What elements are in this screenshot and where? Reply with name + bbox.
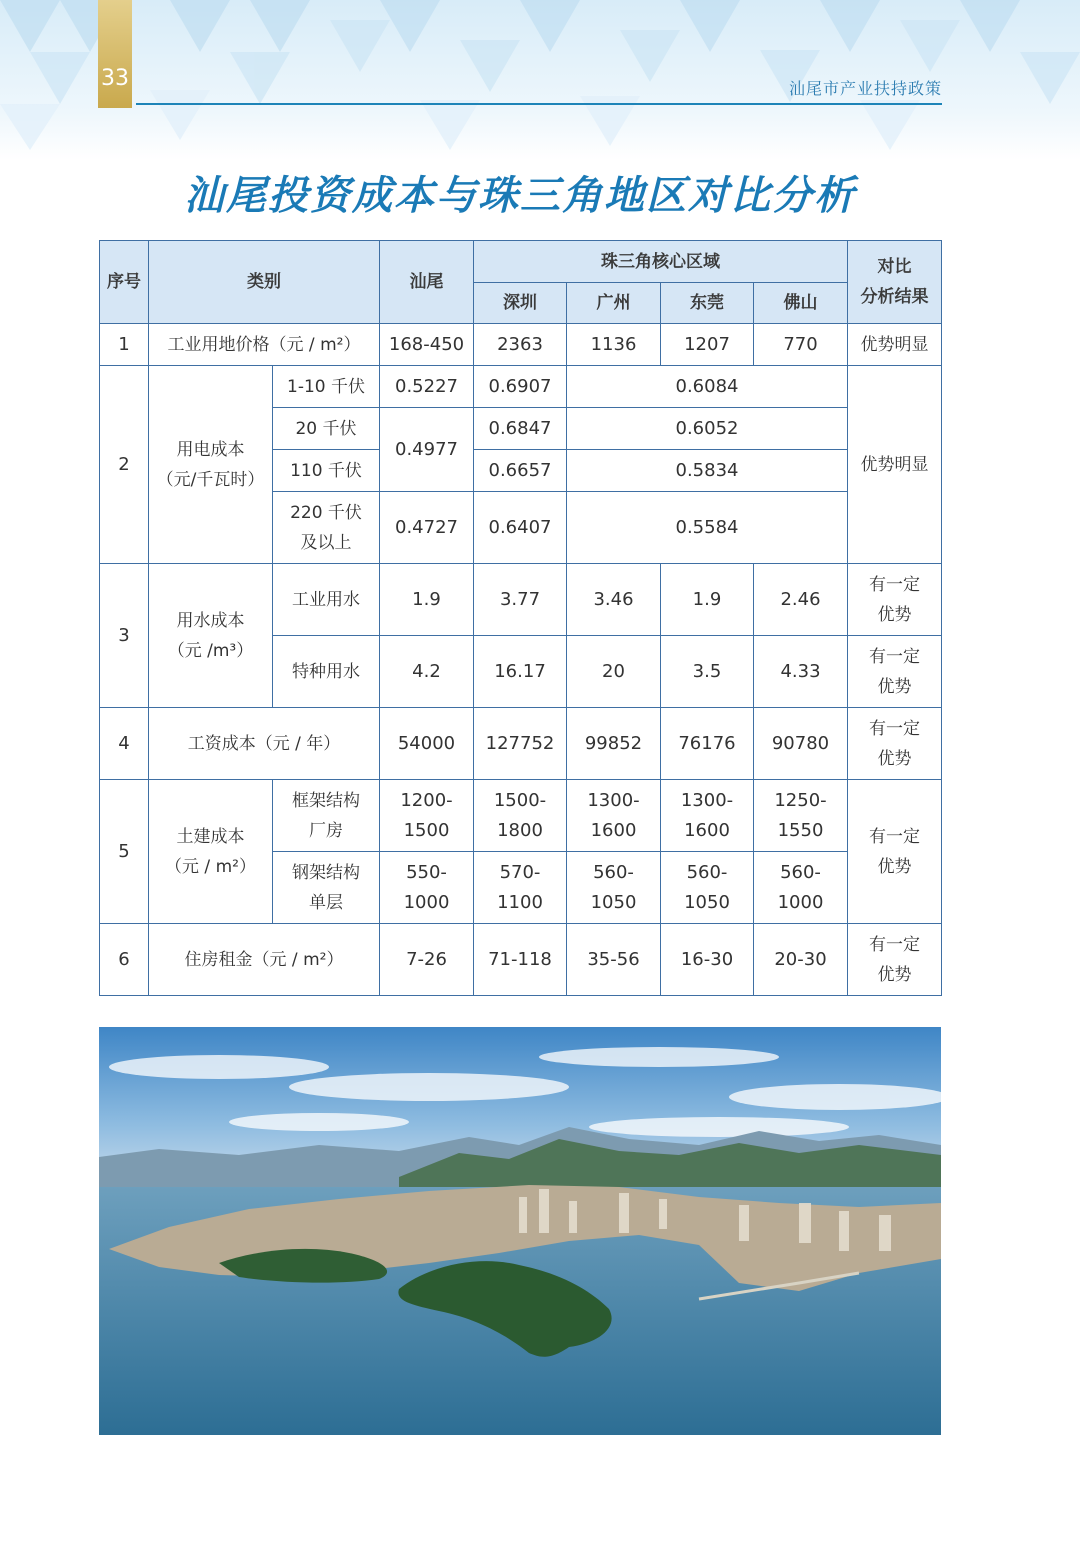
- sub-label-line1: 框架结构: [292, 790, 360, 811]
- cell-dongguan: [661, 852, 754, 924]
- cell-shanwei: 1.9: [380, 564, 474, 636]
- cell-guangzhou: 1136: [567, 324, 661, 366]
- table-row: [100, 324, 942, 366]
- value-line2: 1500: [403, 819, 450, 841]
- row-category-line2: （元/千瓦时）: [156, 469, 265, 490]
- cell-shanwei: 54000: [380, 708, 474, 780]
- cell-dongguan: 3.5: [661, 636, 754, 708]
- sub-label: [273, 780, 380, 852]
- table-row: [100, 780, 942, 852]
- cell-result: [848, 564, 942, 636]
- cell-shenzhen: 2363: [474, 324, 567, 366]
- value-line2: 1600: [590, 819, 637, 841]
- header-shenzhen: 深圳: [474, 283, 567, 324]
- section-label: 汕尾市产业扶持政策: [788, 79, 942, 98]
- table-row: [100, 366, 942, 408]
- cell-foshan: [754, 852, 848, 924]
- value-line1: 1250-: [774, 789, 827, 811]
- row-number: 2: [100, 366, 149, 564]
- cell-shenzhen: 0.6907: [474, 366, 567, 408]
- value-line1: 550-: [406, 861, 447, 883]
- row-category-line1: 用水成本: [176, 610, 245, 631]
- result-line2: 优势: [877, 856, 912, 877]
- cell-foshan: 20-30: [754, 924, 848, 996]
- table-row: [100, 924, 942, 996]
- cell-shenzhen: [474, 780, 567, 852]
- row-category: [149, 780, 273, 924]
- header-shanwei: 汕尾: [380, 241, 474, 324]
- sub-label: 20 千伏: [273, 408, 380, 450]
- sub-label-line2: 厂房: [309, 820, 343, 841]
- header-prd-group: 珠三角核心区域: [474, 241, 848, 283]
- result-line2: 优势: [877, 748, 912, 769]
- cell-foshan: 90780: [754, 708, 848, 780]
- row-category: 工资成本（元 / 年）: [149, 708, 380, 780]
- cell-shanwei: 168-450: [380, 324, 474, 366]
- cell-shanwei: 0.5227: [380, 366, 474, 408]
- header-result-line1: 对比: [877, 257, 912, 277]
- cell-shenzhen: 3.77: [474, 564, 567, 636]
- row-category-line1: 土建成本: [176, 826, 245, 847]
- cell-shanwei: 7-26: [380, 924, 474, 996]
- row-category: [149, 564, 273, 708]
- cell-dongguan: 16-30: [661, 924, 754, 996]
- result-line2: 优势: [877, 676, 912, 697]
- value-line1: 560-: [593, 861, 634, 883]
- header-result: [848, 241, 942, 324]
- cell-guangzhou: [567, 780, 661, 852]
- header-foshan: 佛山: [754, 283, 848, 324]
- sub-label: 工业用水: [273, 564, 380, 636]
- result-line1: 有一定: [869, 718, 920, 739]
- cell-others: 0.5584: [567, 492, 848, 564]
- value-line1: 1500-: [493, 789, 547, 811]
- aerial-city-photo: [99, 1027, 941, 1435]
- row-number: 3: [100, 564, 149, 708]
- cell-foshan: [754, 780, 848, 852]
- header-guangzhou: 广州: [567, 283, 661, 324]
- cell-shanwei: [380, 780, 474, 852]
- cell-shenzhen: 0.6847: [474, 408, 567, 450]
- cell-result: [848, 708, 942, 780]
- cell-guangzhou: 35-56: [567, 924, 661, 996]
- comparison-table: [99, 240, 942, 996]
- row-number: 1: [100, 324, 149, 366]
- sub-label: [273, 492, 380, 564]
- row-category-line2: （元 / m²）: [165, 856, 256, 877]
- row-category: 住房租金（元 / m²）: [149, 924, 380, 996]
- header-row: [100, 241, 942, 283]
- header-category: 类别: [149, 241, 380, 324]
- cell-shenzhen: 0.6407: [474, 492, 567, 564]
- header-result-line2: 分析结果: [860, 287, 929, 307]
- cell-others: 0.6052: [567, 408, 848, 450]
- cell-shanwei: [380, 852, 474, 924]
- sub-label-line1: 220 千伏: [290, 502, 362, 523]
- row-number: 4: [100, 708, 149, 780]
- header-index: 序号: [100, 241, 149, 324]
- cell-dongguan: 1207: [661, 324, 754, 366]
- cell-result: 优势明显: [848, 324, 942, 366]
- value-line2: 1000: [777, 891, 824, 913]
- cell-shenzhen: 16.17: [474, 636, 567, 708]
- value-line1: 560-: [780, 861, 821, 883]
- value-line2: 1000: [403, 891, 450, 913]
- cell-shenzhen: 0.6657: [474, 450, 567, 492]
- row-category-line1: 用电成本: [176, 439, 245, 460]
- sub-label-line2: 及以上: [300, 532, 352, 553]
- cell-shanwei: 4.2: [380, 636, 474, 708]
- cell-foshan: 770: [754, 324, 848, 366]
- cell-result: 优势明显: [848, 366, 942, 564]
- cell-guangzhou: 20: [567, 636, 661, 708]
- cell-guangzhou: [567, 852, 661, 924]
- result-line1: 有一定: [869, 574, 920, 595]
- result-line1: 有一定: [869, 826, 920, 847]
- row-category: 工业用地价格（元 / m²）: [149, 324, 380, 366]
- sub-label: [273, 852, 380, 924]
- value-line2: 1100: [497, 891, 543, 913]
- result-line1: 有一定: [869, 934, 920, 955]
- page-tab: [98, 0, 132, 108]
- page-title: 汕尾投资成本与珠三角地区对比分析: [184, 173, 856, 219]
- cell-guangzhou: 99852: [567, 708, 661, 780]
- sub-label: 110 千伏: [273, 450, 380, 492]
- cell-foshan: 4.33: [754, 636, 848, 708]
- cell-shenzhen: 127752: [474, 708, 567, 780]
- header-dongguan: 东莞: [661, 283, 754, 324]
- cell-dongguan: 76176: [661, 708, 754, 780]
- value-line1: 1300-: [680, 789, 734, 811]
- sub-label-line1: 钢架结构: [292, 862, 360, 883]
- cell-others: 0.5834: [567, 450, 848, 492]
- cell-shenzhen: [474, 852, 567, 924]
- value-line2: 1050: [684, 891, 730, 913]
- row-number: 6: [100, 924, 149, 996]
- page-number: 33: [101, 66, 129, 91]
- cell-others: 0.6084: [567, 366, 848, 408]
- cell-dongguan: [661, 780, 754, 852]
- result-line2: 优势: [877, 964, 912, 985]
- cell-dongguan: 1.9: [661, 564, 754, 636]
- cell-result: [848, 780, 942, 924]
- value-line1: 1200-: [400, 789, 453, 811]
- cell-guangzhou: 3.46: [567, 564, 661, 636]
- table-row: [100, 708, 942, 780]
- value-line1: 1300-: [587, 789, 640, 811]
- result-line1: 有一定: [869, 646, 920, 667]
- value-line1: 570-: [499, 861, 541, 883]
- sub-label-line2: 单层: [309, 892, 343, 913]
- sub-label: 特种用水: [273, 636, 380, 708]
- header-rule: [136, 103, 942, 105]
- row-category: [149, 366, 273, 564]
- cell-shenzhen: 71-118: [474, 924, 567, 996]
- cell-result: [848, 636, 942, 708]
- table-row: [100, 564, 942, 636]
- sub-label: 1-10 千伏: [273, 366, 380, 408]
- cell-foshan: 2.46: [754, 564, 848, 636]
- cell-result: [848, 924, 942, 996]
- value-line2: 1600: [684, 819, 730, 841]
- result-line2: 优势: [877, 604, 912, 625]
- row-category-line2: （元 /m³）: [167, 640, 254, 661]
- value-line1: 560-: [686, 861, 728, 883]
- cell-shanwei: 0.4977: [380, 408, 474, 492]
- aerial-city-illustration: [99, 1027, 941, 1435]
- cell-shanwei: 0.4727: [380, 492, 474, 564]
- row-number: 5: [100, 780, 149, 924]
- value-line2: 1050: [590, 891, 637, 913]
- value-line2: 1550: [777, 819, 824, 841]
- value-line2: 1800: [497, 819, 543, 841]
